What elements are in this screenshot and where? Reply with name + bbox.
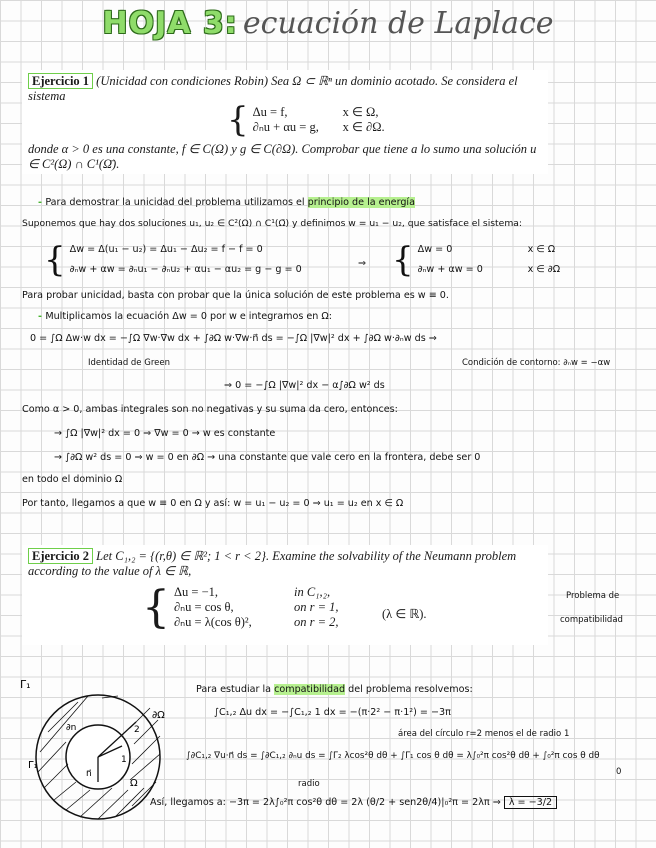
exercise-2-label: Ejercicio 2	[28, 548, 93, 564]
area-note: área del círculo r=2 menos el de radio 1	[398, 729, 570, 739]
ex2-eq3-right: on r = 2,	[294, 615, 339, 629]
sol1-sysB1: Δw = 0	[417, 244, 453, 255]
gamma1-top-label: Γ₁	[20, 678, 31, 691]
ex2-eq3-left: ∂ₙu = λ(cos θ)²,	[174, 615, 252, 629]
ex1-eq2-left: ∂ₙu + αu = g,	[252, 120, 319, 134]
sol1-line-5: 0 = ∫Ω Δw·w dx = −∫Ω ∇w·∇w dx + ∫∂Ω w·∇w·n⃗ ds = −∫Ω |∇w|² dx + ∫∂Ω w·∂ₙw ds ⇒	[30, 333, 437, 344]
exercise-2-statement	[22, 545, 548, 645]
sol1-system-b: { Δw = 0 x ∈ Ω ∂ₙw + αw = 0 x ∈ ∂Ω	[392, 240, 561, 280]
sol1-line-8: → ∫Ω |∇w|² dx = 0 ⇒ ∇w = 0 → w es constante	[54, 428, 276, 439]
exercise-2-lead: Let C₁,₂ = {(r,θ) ∈ ℝ²; 1 < r < 2}. Examine the solvability of the Neumann problem according to the value of λ ∈ ℝ,	[28, 549, 517, 578]
title-strong: HOJA 3:	[102, 6, 238, 41]
exercise-1-system: { Δu = f, x ∈ Ω, ∂ₙu + αu = g, x ∈ ∂Ω.	[227, 100, 385, 140]
sol1-line-6: ⇒ 0 = −∫Ω |∇w|² dx − α∫∂Ω w² ds	[224, 380, 385, 391]
sol1-system-a: { Δw = Δ(u₁ − u₂) = Δu₁ − Δu₂ = f − f = 0 ∂ₙw + αw = ∂ₙu₁ − ∂ₙu₂ + αu₁ − αu₂ = g − g = 0	[44, 240, 302, 280]
sol2-line-1: Para estudiar la compatibilidad del problema resolvemos:	[196, 684, 473, 695]
exercise-1-tail: donde α > 0 es una constante, f ∈ C(Ω) y g ∈ C(∂Ω). Comprobar que tiene a lo sumo una solución u ∈ C²(Ω) ∩ C¹(Ω̄).	[28, 142, 537, 171]
exercise-1-label: Ejercicio 1	[28, 73, 93, 89]
sol1-sysA2: ∂ₙw + αw = ∂ₙu₁ − ∂ₙu₂ + αu₁ − αu₂ = g − g = 0	[69, 264, 302, 275]
sol2-line-3: ∫∂C₁,₂ ∇u·n⃗ ds = ∫∂C₁,₂ ∂ₙu ds = ∫Γ₂ λcos²θ dθ + ∫Γ₁ cos θ dθ = λ∫₀²π cos²θ dθ + ∫₀²π cos θ dθ	[186, 751, 600, 761]
sol1-line-4: - Multiplicamos la ecuación Δw = 0 por w e integramos en Ω:	[38, 311, 332, 322]
sol1-line-3: Para probar unicidad, basta con probar que la única solución de este problema es w ≡ 0.	[22, 290, 449, 301]
sol1-line-2: Suponemos que hay dos soluciones u₁, u₂ ∈ C²(Ω) ∩ C¹(Ω̄) y definimos w = u₁ − u₂, que satisface el sistema:	[22, 218, 522, 229]
side-note-line-1: Problema de	[566, 591, 620, 601]
gamma1-inner-label: Γ₁	[28, 760, 38, 771]
sol1-line-7: Como α > 0, ambas integrales son no negativas y su suma da cero, entonces:	[22, 404, 398, 415]
boundary-condition-note: Condición de contorno: ∂ₙw = −αw	[462, 358, 611, 368]
radius-2-label: 2	[134, 725, 140, 735]
sol1-line-10: en todo el dominio Ω	[22, 474, 123, 485]
title-rest: ecuación de Laplace	[242, 6, 554, 41]
zero-annotation: 0	[616, 767, 622, 777]
sol1-sysB1r: x ∈ Ω	[527, 244, 556, 255]
ex2-eq2-left: ∂ₙu = cos θ,	[174, 600, 234, 614]
normal-label: n⃗	[86, 769, 92, 779]
sol1-implies: ⇒	[358, 258, 367, 269]
dn-label: ∂n	[66, 723, 77, 733]
sol2-line-4: Así, llegamos a: −3π = 2λ∫₀²π cos²θ dθ = 2λ (θ/2 + sen2θ/4)|₀²π = 2λπ ⇒ λ = −3/2	[150, 797, 557, 809]
ex1-eq2-right: x ∈ ∂Ω.	[342, 120, 385, 134]
ex2-eq1-left: Δu = −1,	[174, 585, 219, 599]
sol1-line-9: → ∫∂Ω w² ds = 0 ⇒ w = 0 en ∂Ω → una constante que vale cero en la frontera, debe ser 0	[54, 452, 481, 463]
radius-note: radio	[298, 779, 320, 789]
radius-1-label: 1	[121, 755, 127, 765]
green-identity-note: Identidad de Green	[88, 358, 170, 368]
sol1-line-1: - Para demostrar la unicidad del problema utilizamos el principio de la energía	[38, 197, 415, 208]
boundary-label: ∂Ω	[152, 710, 165, 721]
side-note-line-2: compatibilidad	[560, 615, 623, 625]
exercise-1-statement	[22, 70, 548, 174]
ex2-eq1-right: in C₁,₂,	[294, 585, 331, 599]
sol1-sysA1: Δw = Δ(u₁ − u₂) = Δu₁ − Δu₂ = f − f = 0	[69, 244, 263, 255]
page-title	[0, 6, 656, 41]
compatibility-highlight: compatibilidad	[274, 684, 346, 695]
lambda-result: λ = −3/2	[504, 796, 557, 809]
ex1-eq1-left: Δu = f,	[252, 105, 288, 119]
energy-principle-highlight: principio de la energía	[307, 197, 415, 208]
exercise-2-system: { Δu = −1, in C₁,₂, ∂ₙu = cos θ, on r = 1, ∂ₙu = λ(cos θ)², on r = 2,	[142, 581, 339, 633]
exercise-2-lambda: (λ ∈ ℝ).	[382, 607, 427, 621]
ex1-eq1-right: x ∈ Ω,	[342, 105, 379, 119]
sol1-sysB2: ∂ₙw + αw = 0	[417, 264, 483, 275]
omega-label: Ω	[130, 778, 138, 789]
exercise-1-lead: (Unicidad con condiciones Robin) Sea Ω ⊂ ℝⁿ un dominio acotado. Se considera el sistema	[28, 74, 518, 103]
sol2-line-2: ∫C₁,₂ Δu dx = −∫C₁,₂ 1 dx = −(π·2² − π·1²) = −3π	[214, 707, 451, 718]
sol1-line-11: Por tanto, llegamos a que w ≡ 0 en Ω y así: w = u₁ − u₂ = 0 ⇒ u₁ = u₂ en x ∈ Ω	[22, 498, 404, 509]
ex2-eq2-right: on r = 1,	[294, 600, 339, 614]
sol1-sysB2r: x ∈ ∂Ω	[527, 264, 561, 275]
